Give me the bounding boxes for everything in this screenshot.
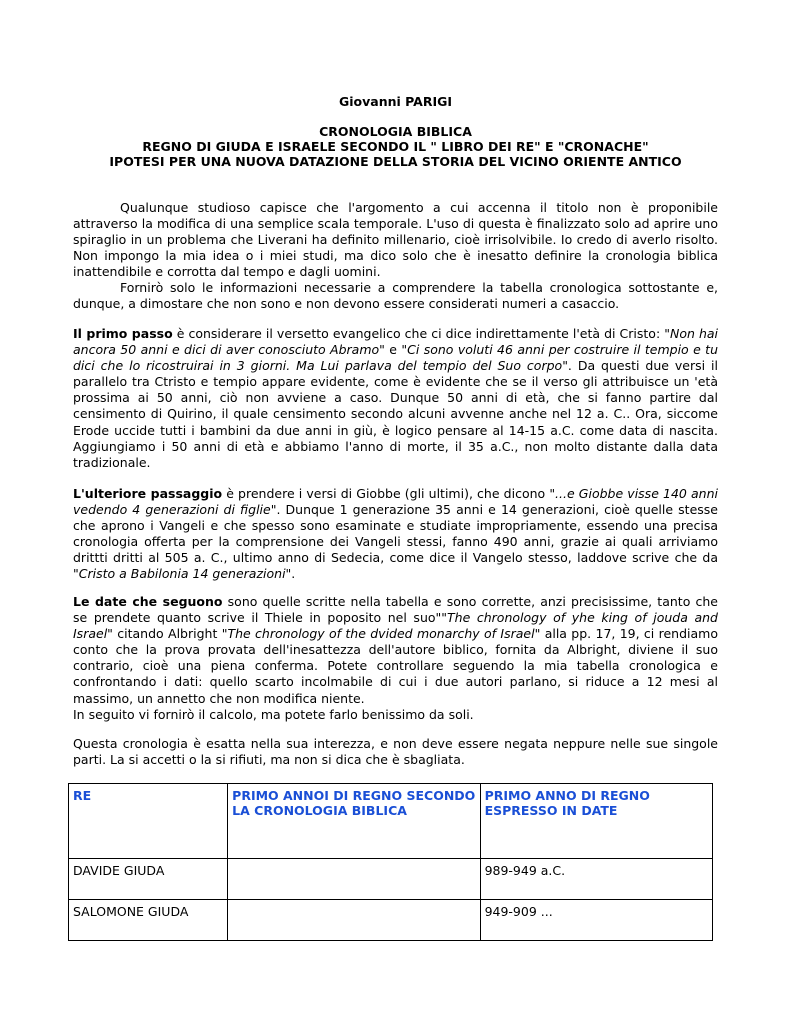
- further-step-lead: L'ulteriore passaggio: [73, 486, 223, 501]
- table-cell: [228, 900, 480, 941]
- paragraph-text: è considerare il versetto evangelico che ci dice indirettamente l'età di Cristo: ": [172, 326, 670, 341]
- paragraph-text: sono quelle scritte nella tabella e sono corrette, anzi precisissime, tanto che se prendete quanto scrive il Thiele in poposito nel suo"": [73, 594, 718, 626]
- further-step-paragraph: [73, 486, 718, 583]
- table-cell: SALOMONE GIUDA: [69, 900, 228, 941]
- title-line-3: IPOTESI PER UNA NUOVA DATAZIONE DELLA STORIA DEL VICINO ORIENTE ANTICO: [109, 154, 682, 169]
- table-row: [69, 859, 713, 900]
- table-row: [69, 900, 713, 941]
- header-re: RE: [69, 784, 228, 859]
- intro-paragraph: Qualunque studioso capisce che l'argomento a cui accenna il titolo non è proponibile attraverso la modifica di una semplice scala temporale. L'uso di questa è finalizzato solo ad aprire uno spiraglio in un problema che Liverani ha definito millenario, cioè irrisolvibile. Io credo di averlo risolto. Non impongo la mia idea o i miei studi, ma dico solo che è inesatto definire la cronologia biblica inattendibile e corrotta dal tempo e dagli uomini.: [73, 200, 718, 280]
- table-header-row: [69, 784, 713, 859]
- chronology-table: [68, 783, 713, 941]
- paragraph-text: " e ": [379, 342, 408, 358]
- paragraph-text: " citando Albright ": [107, 626, 228, 642]
- closing-paragraph: Questa cronologia è esatta nella sua interezza, e non deve essere negata neppure nelle sue singole parti. La si accetti o la si rifiuti, ma non si dica che è sbagliata.: [73, 736, 718, 768]
- author-name: Giovanni PARIGI: [338, 94, 453, 109]
- quote-text: The chronology of yhe king of jouda and Israel: [73, 610, 718, 642]
- quote-text: The chronology of the dvided monarchy of Israel: [227, 626, 535, 642]
- table-cell: DAVIDE GIUDA: [69, 859, 228, 900]
- title-line-1: CRONOLOGIA BIBLICA: [319, 124, 472, 139]
- paragraph-text: " alla pp. 17, 19, ci rendiamo conto che la prova provata dell'inesattezza dell'autore biblico, fornita da Albright, diviene il suo contrario, cioè una piena conferma. Potete controllare seguendo la mia tabella cronologica e confrontando i dati: quello scarto incolmabile di cui i due autori parlano, si riduce a 12 mesi al massimo, un annetto che non modifica niente.: [73, 626, 718, 706]
- first-step-paragraph: [73, 326, 718, 471]
- header-biblical-year: PRIMO ANNOI DI REGNO SECONDO LA CRONOLOGIA BIBLICA: [228, 784, 480, 859]
- paragraph-text: ". Da questi due versi il parallelo tra Ctristo e tempio appare evidente, come è evidente che se il verso gli attribuisce un 'età prossima ai 50 anni, ciò non avviene a caso. Dunque 50 anni di età, che si fanno partire dal censimento di Quirino, il quale censimento secondo alcuni avvenne anche nel 12 a. C.. Ora, siccome Erode uccide tutti i bambini da due anni in giù, è logico pensare al 14-15 a.C. come data di nascita. Aggiungiamo i 50 anni di età e abbiamo l'anno di morte, il 35 a.C., non molto distante dalla data tradizionale.: [73, 358, 719, 470]
- intro-paragraph-2: Fornirò solo le informazioni necessarie a comprendere la tabella cronologica sottostante e, dunque, a dimostare che non sono e non devono essere considerati numeri a casaccio.: [73, 280, 718, 312]
- dates-lead: Le date che seguono: [73, 594, 223, 609]
- header-date-year: PRIMO ANNO DI REGNO ESPRESSO IN DATE: [480, 784, 712, 859]
- table-cell: [228, 859, 480, 900]
- first-step-lead: Il primo passo: [73, 326, 173, 341]
- quote-text: Ci sono voluti 46 anni per costruire il tempio e tu dici che lo ricostruirai in 3 giorni. Ma Lui parlava del tempio del Suo corpo: [73, 342, 718, 374]
- paragraph-text: ". Dunque 1 generazione 35 anni e 14 generazioni, cioè quelle stesse che aprono i Vangeli e che spesso sono esaminate e studiate impropriamente, essendo una precisa cronologia offerta per la comprensione dei Vangeli stessi, fanno 490 anni, grazie ai quali arriviamo drittti dritti al 505 a. C., ultimo anno di Sedecia, come dice il Vangelo stesso, laddove scrive che da ": [73, 502, 718, 582]
- dates-paragraph: [73, 594, 718, 723]
- quote-text: "...e Giobbe visse 140 anni vedendo 4 generazioni di figlie: [73, 486, 718, 518]
- table-cell: 949-909 ...: [480, 900, 712, 941]
- paragraph-text: è prendere i versi di Giobbe (gli ultimi), che dicono: [222, 486, 550, 501]
- quote-text: Non hai ancora 50 anni e dici di aver conosciuto Abramo: [73, 326, 719, 358]
- quote-text: Cristo a Babilonia 14 generazioni: [78, 566, 286, 582]
- title-line-2: REGNO DI GIUDA E ISRAELE SECONDO IL " LIBRO DEI RE" E "CRONACHE": [142, 139, 649, 154]
- table-cell: 989-949 a.C.: [480, 859, 712, 900]
- paragraph-text: ".: [285, 566, 296, 582]
- paragraph-text: In seguito vi fornirò il calcolo, ma potete farlo benissimo da soli.: [73, 706, 474, 722]
- title-block: [73, 124, 718, 169]
